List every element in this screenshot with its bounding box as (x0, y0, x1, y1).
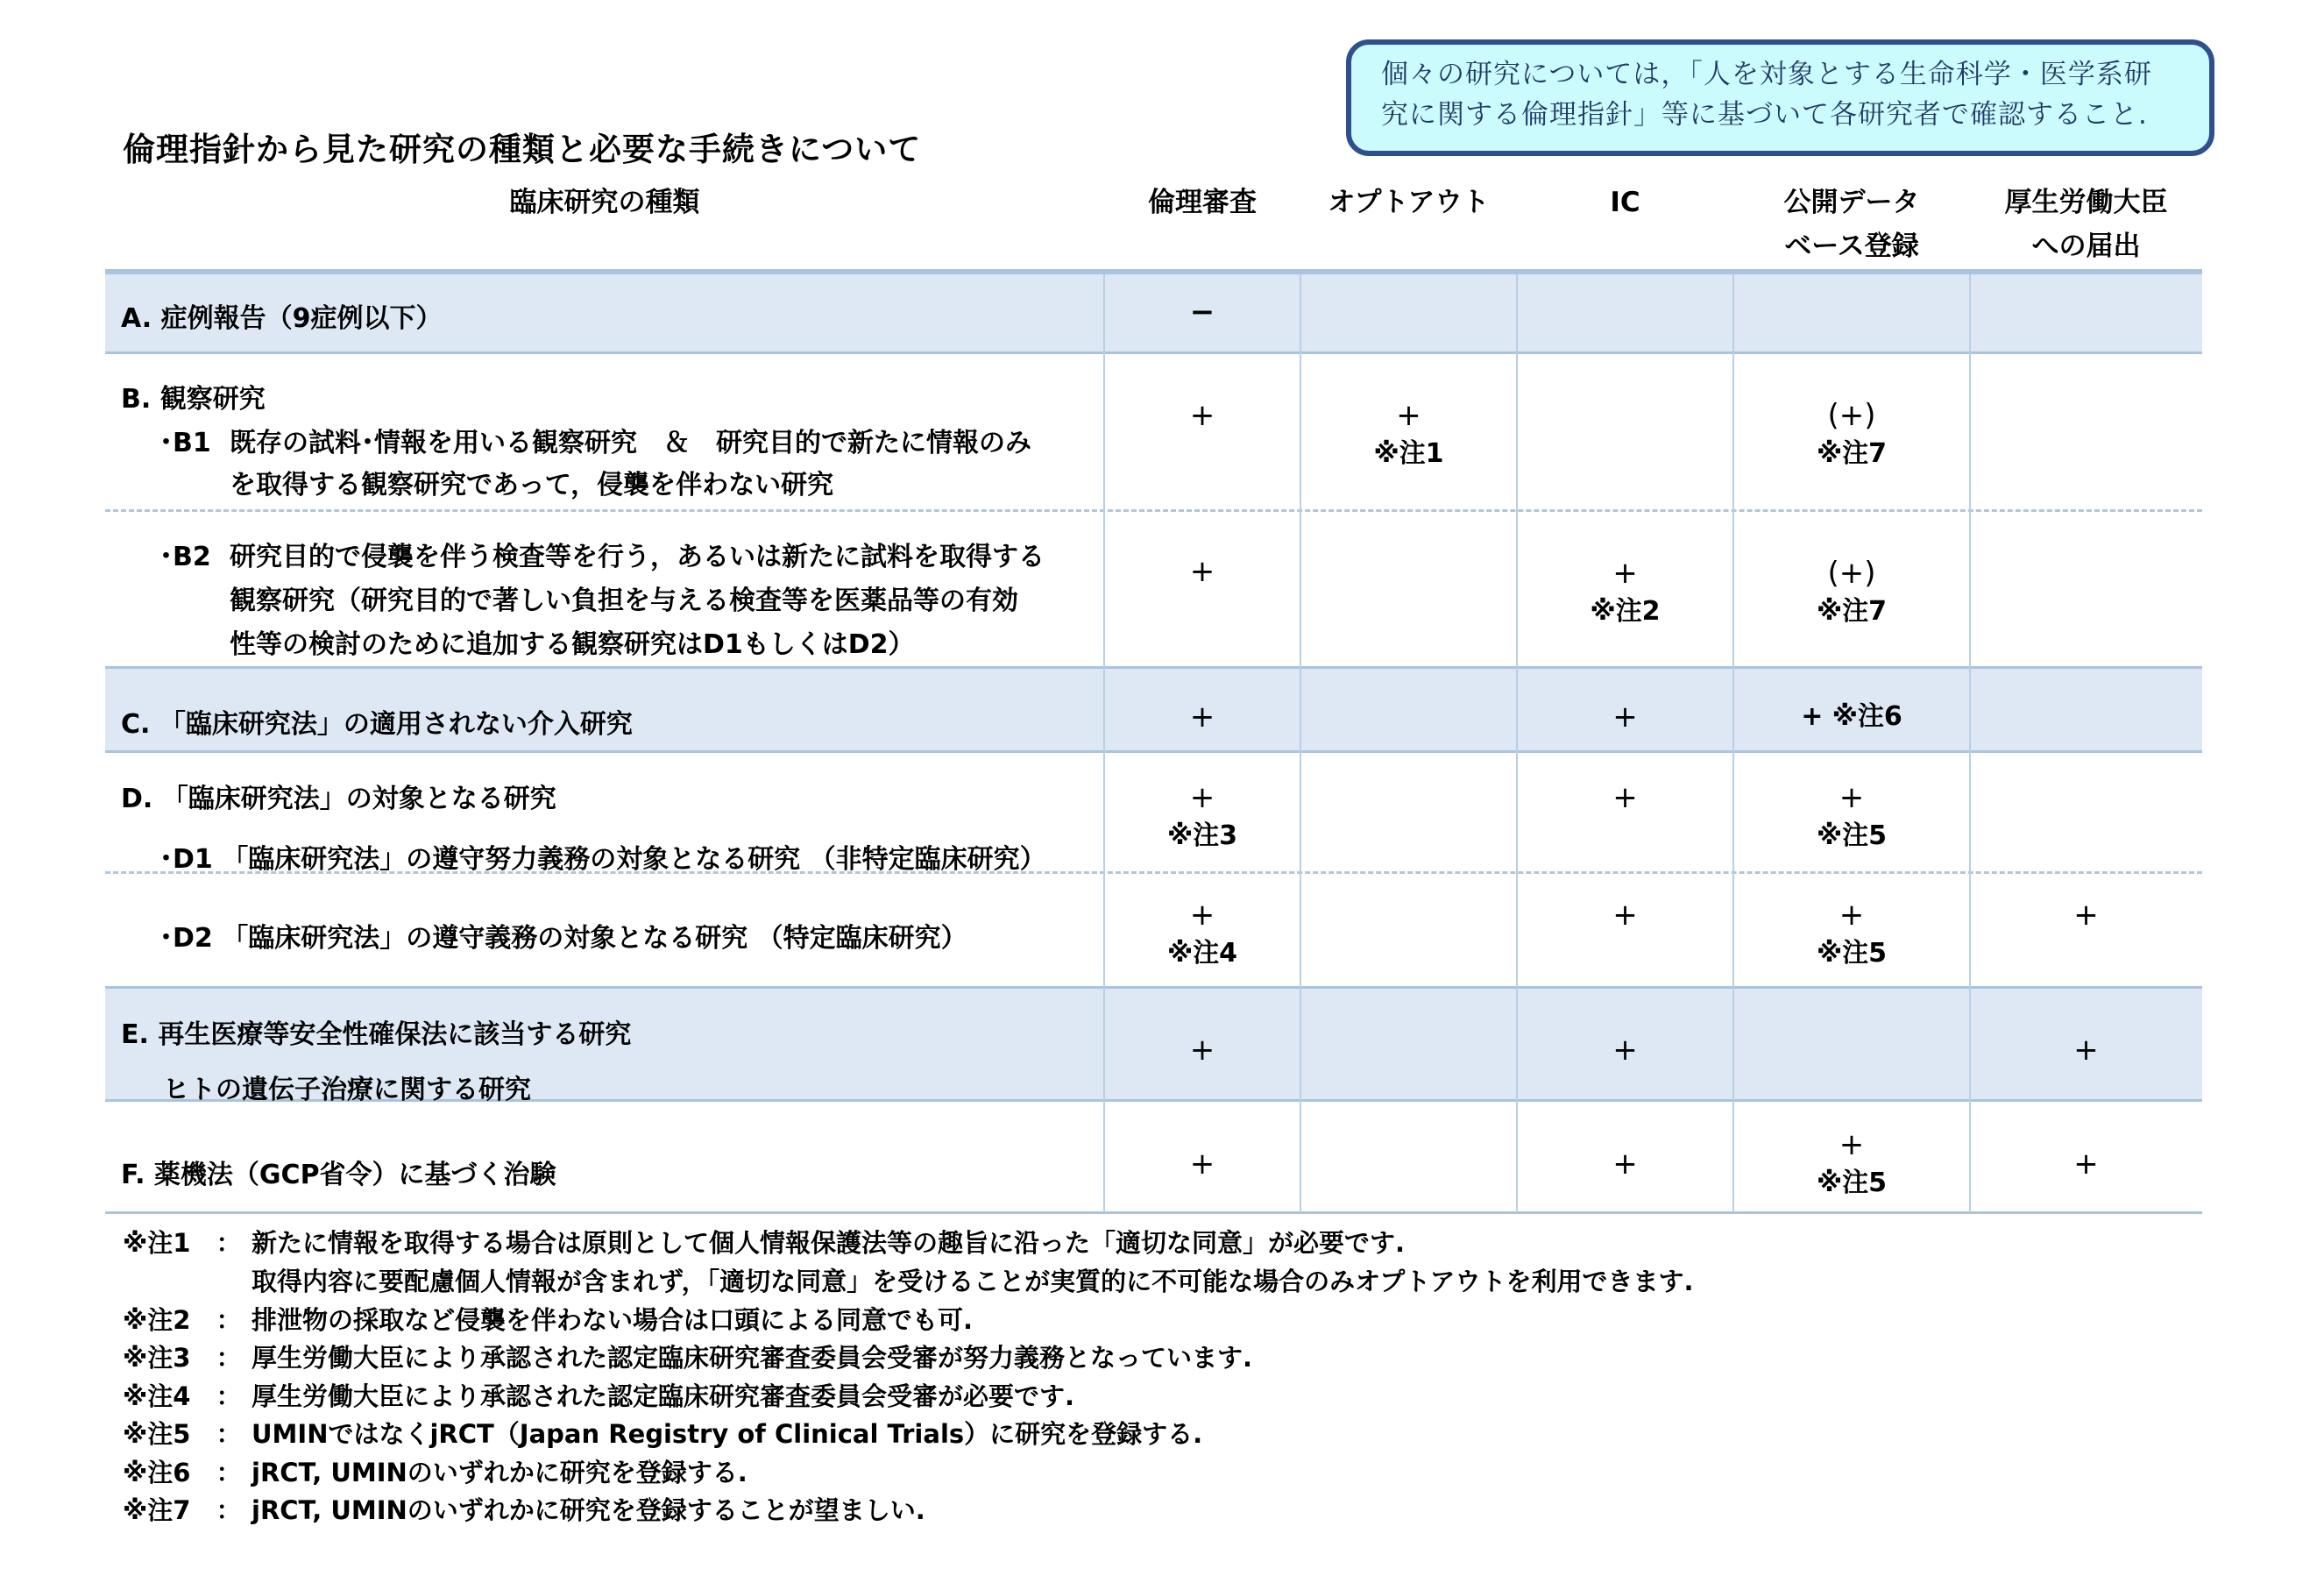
footnote-text: jRCT, UMINのいずれかに研究を登録することが望ましい. (252, 1495, 925, 1525)
note-ref: ※注7 (1816, 438, 1888, 469)
row-b2-line2: 観察研究（研究目的で著しい負担を与える検査等を医薬品等の有効 (230, 586, 1018, 616)
footnote-2: ※注2 ： 排泄物の採取など侵襲を伴わない場合は口頭による同意でも可. (123, 1301, 973, 1337)
row-divider (105, 666, 2202, 669)
row-f-mhlw: + (2073, 1146, 2099, 1182)
row-b1-public-db: (+) ※注7 (1733, 396, 1970, 473)
note-ref: ※注3 (1166, 820, 1238, 851)
row-c-label: C. 「臨床研究法」の適用されない介入研究 (121, 709, 633, 740)
row-d2-public-db: + ※注5 (1733, 896, 1970, 973)
footnote-7: ※注7 ： jRCT, UMINのいずれかに研究を登録することが望ましい. (123, 1491, 925, 1527)
row-b2-prefix: ･B2 (159, 542, 211, 572)
note-ref: ※注7 (1816, 596, 1888, 627)
header-mhlw-2: への届出 (2031, 231, 2141, 262)
row-d2-mhlw: + (2073, 898, 2099, 933)
page-title: 倫理指針から見た研究の種類と必要な手続きについて (123, 131, 922, 168)
footnote-label: ※注5 (123, 1419, 191, 1449)
footnote-text: UMINではなくjRCT（Japan Registry of Clinical Trials）に研究を登録する. (252, 1419, 1203, 1449)
row-d2-text: ･D2 「臨床研究法」の遵守義務の対象となる研究 （特定臨床研究） (159, 923, 967, 954)
row-c-ethics-review: + (1189, 699, 1215, 735)
row-b2-ethics-review: + (1189, 554, 1215, 589)
row-e-ethics-review: + (1189, 1033, 1215, 1068)
row-a-label: A. 症例報告（9症例以下） (121, 303, 443, 334)
footnote-text: 取得内容に要配慮個人情報が含まれず，「適切な同意」を受けることが実質的に不可能な場合のみオプトアウトを利用できます. (252, 1267, 1694, 1296)
row-b1-line1: 既存の試料･情報を用いる観察研究 ＆ 研究目的で新たに情報のみ (230, 428, 1031, 458)
footnote-4: ※注4 ： 厚生労働大臣により承認された認定臨床研究審査委員会受審が必要です. (123, 1377, 1074, 1413)
footnote-5: ※注5 ： UMINではなくjRCT（Japan Registry of Clinical Trials）に研究を登録する. (123, 1415, 1202, 1451)
footnote-label: ※注1 (123, 1228, 191, 1258)
row-divider-dashed (105, 509, 2202, 512)
row-e-line1: E. 再生医療等安全性確保法に該当する研究 (121, 1019, 632, 1050)
row-divider (105, 750, 2202, 753)
row-b1-line2: を取得する観察研究であって，侵襲を伴わない研究 (230, 470, 834, 500)
footnote-text: 排泄物の採取など侵襲を伴わない場合は口頭による同意でも可. (252, 1305, 974, 1335)
row-c-public-db: + ※注6 (1801, 701, 1902, 732)
row-d1-text: ･D1 「臨床研究法」の遵守努力義務の対象となる研究 （非特定臨床研究） (159, 844, 1046, 875)
row-b-label: B. 観察研究 (121, 384, 266, 415)
header-opt-out: オプトアウト (1328, 187, 1490, 218)
header-public-db-2: ベース登録 (1784, 231, 1919, 262)
row-e-line2: ヒトの遺伝子治療に関する研究 (163, 1075, 531, 1105)
footnote-3: ※注3 ： 厚生労働大臣により承認された認定臨床研究審査委員会受審が努力義務となっています. (123, 1338, 1252, 1374)
row-b2-ic: + ※注2 (1517, 554, 1733, 631)
footnote-text: 厚生労働大臣により承認された認定臨床研究審査委員会受審が努力義務となっています. (252, 1343, 1253, 1373)
row-f-ethics-review: + (1189, 1146, 1215, 1182)
note-ref: ※注1 (1373, 438, 1444, 469)
row-d1-public-db: + ※注5 (1733, 778, 1970, 855)
header-mhlw-1: 厚生労働大臣 (2004, 187, 2168, 218)
note-ref: ※注2 (1590, 596, 1661, 627)
row-e-mhlw: + (2073, 1033, 2099, 1068)
row-b1-ethics-review: + (1189, 398, 1215, 433)
row-d2-ic: + (1612, 898, 1638, 933)
footnote-label: ※注6 (123, 1458, 191, 1487)
row-a-ethics-review: − (1189, 295, 1215, 330)
table-bottom-rule (105, 1211, 2202, 1214)
header-public-db-1: 公開データ (1783, 187, 1920, 218)
row-f-label: F. 薬機法（GCP省令）に基づく治験 (121, 1160, 556, 1190)
row-f-public-db: + ※注5 (1733, 1125, 1970, 1203)
footnote-text: 厚生労働大臣により承認された認定臨床研究審査委員会受審が必要です. (252, 1381, 1075, 1411)
footnote-label: ※注4 (123, 1381, 191, 1411)
note-ref: ※注5 (1816, 938, 1888, 969)
notice-line-1: 個々の研究については，「人を対象とする生命科学・医学系研 (1381, 59, 2152, 90)
footnote-6: ※注6 ： jRCT, UMINのいずれかに研究を登録する. (123, 1453, 748, 1489)
row-b1-opt-out: + ※注1 (1300, 396, 1517, 473)
header-type: 臨床研究の種類 (509, 187, 700, 218)
row-d2-ethics-review: + ※注4 (1104, 896, 1300, 973)
header-ethics-review: 倫理審査 (1148, 187, 1257, 218)
notice-line-2: 究に関する倫理指針」等に基づいて各研究者で確認すること. (1381, 99, 2148, 131)
row-b2-line1: 研究目的で侵襲を伴う検査等を行う，あるいは新たに試料を取得する (230, 542, 1045, 572)
row-d-label: D. 「臨床研究法」の対象となる研究 (121, 784, 556, 814)
footnote-label: ※注3 (123, 1343, 191, 1373)
row-b2-line3: 性等の検討のために追加する観察研究はD1もしくはD2） (230, 629, 915, 660)
footnote-1-cont (123, 1262, 1693, 1298)
row-divider (105, 351, 2202, 354)
note-ref: ※注4 (1166, 938, 1238, 969)
footnote-1: ※注1 ： 新たに情報を取得する場合は原則として個人情報保護法等の趣旨に沿った「適切な同意」が必要です. (123, 1224, 1405, 1260)
row-d1-ethics-review: + ※注3 (1104, 778, 1300, 855)
header-ic: IC (1610, 187, 1640, 218)
note-ref: ※注5 (1816, 1168, 1888, 1198)
row-b1-prefix: ･B1 (159, 428, 211, 458)
row-d1-ic: + (1612, 780, 1638, 815)
footnote-text: 新たに情報を取得する場合は原則として個人情報保護法等の趣旨に沿った「適切な同意」が必要です. (252, 1228, 1406, 1258)
footnote-text: jRCT, UMINのいずれかに研究を登録する. (252, 1458, 748, 1487)
row-divider (105, 986, 2202, 989)
footnote-label: ※注2 (123, 1305, 191, 1335)
row-e-ic: + (1612, 1033, 1638, 1068)
row-f-ic: + (1612, 1146, 1638, 1182)
note-ref: ※注5 (1816, 820, 1888, 851)
notice-box (1346, 39, 2214, 156)
row-b2-public-db: (+) ※注7 (1733, 554, 1970, 631)
footnote-label: ※注7 (123, 1495, 191, 1525)
row-c-ic: + (1612, 699, 1638, 735)
